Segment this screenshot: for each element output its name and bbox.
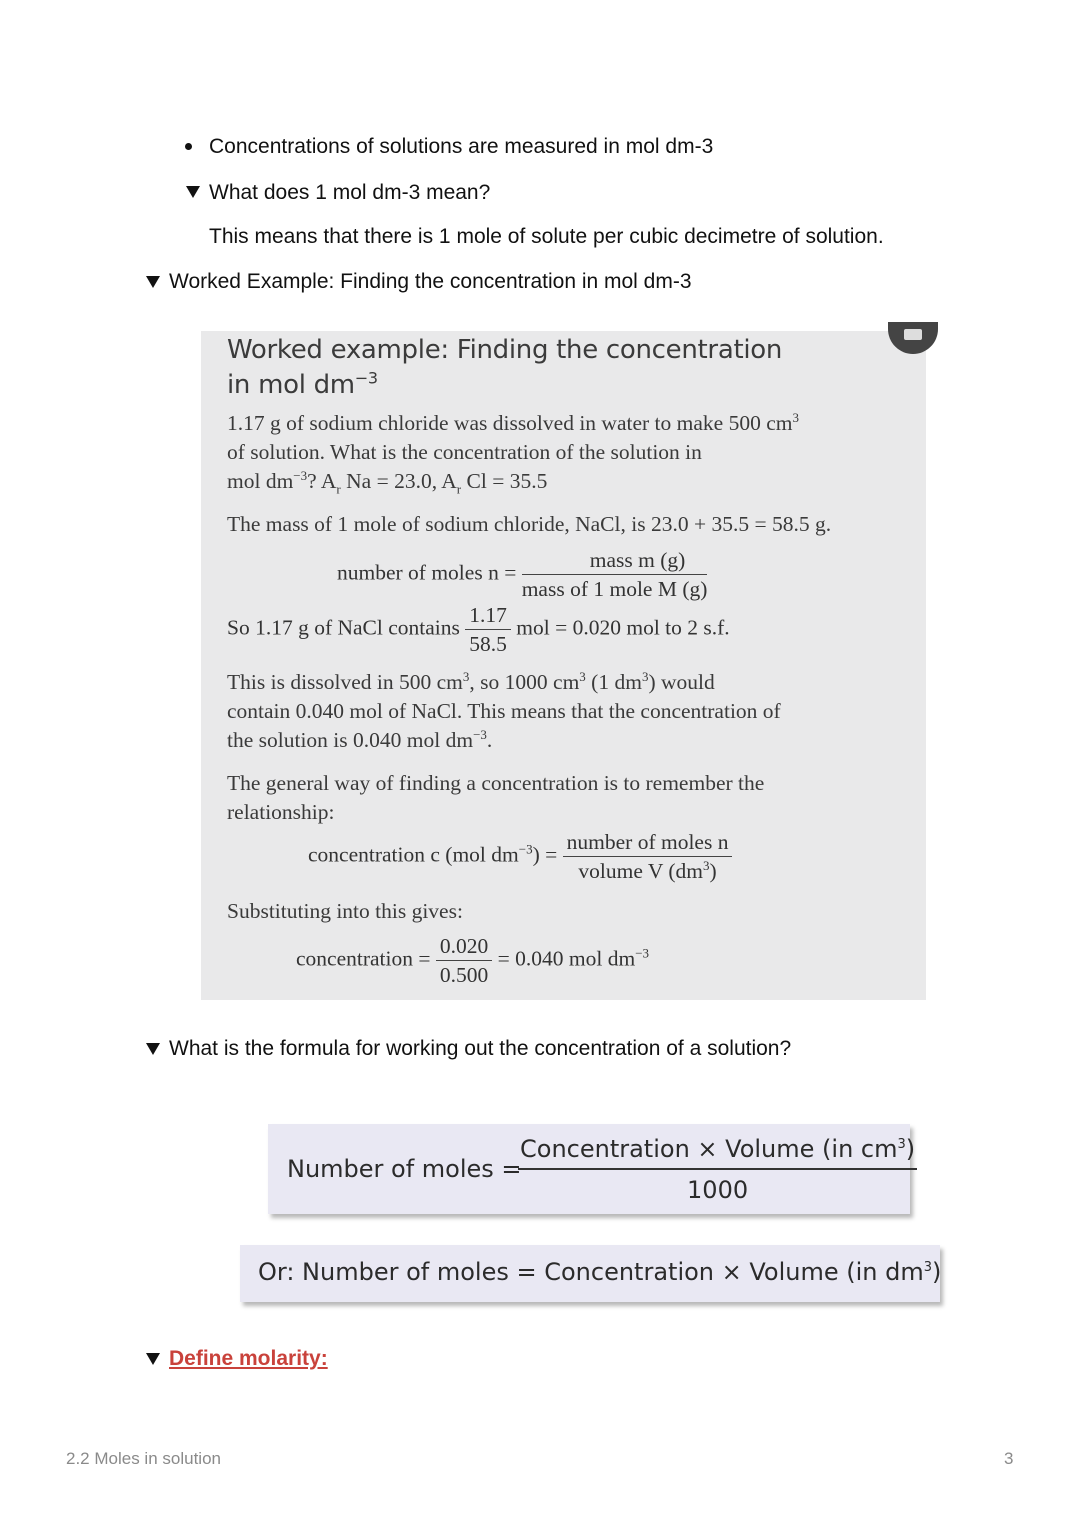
worked-example-title: Worked example: Finding the concentration in mol $dm^{-3}$: [227, 335, 783, 400]
toggle-question-mol-dm3[interactable]: What does 1 mol dm-3 mean?: [209, 181, 491, 204]
toggle-triangle-icon[interactable]: [186, 186, 200, 198]
toggle-triangle-icon[interactable]: [146, 276, 160, 288]
formula-box-cm3: [268, 1124, 916, 1214]
equation-nacl-moles: So 1.17 g of NaCl contains $\frac{1.17}{58.5}$ mol = 0.020 mol to 2 s.f.: [227, 603, 730, 656]
page-number: 3: [1004, 1449, 1014, 1468]
worked-example-question: 1.17 g of sodium chloride was dissolved in water to make 500 $cm^3$ of solution. What is the concentration of the solution in mol $dm^{-3}$? $A_r$ Na = 23.0, $A_r$ Cl = 35.5: [227, 409, 799, 497]
worked-example-substituting: Substituting into this gives:: [227, 899, 463, 923]
worked-example-scaling: This is dissolved in 500 $cm^3$, so 1000 $cm^3$ (1 $dm^3$) would contain 0.040 mol of NaCl. This means that the concentration of the solution is 0.040 mol $dm^{-3}$.: [227, 668, 781, 752]
worked-example-image: [201, 331, 926, 1000]
formula-dm3-text: Or: Number of moles = Concentration × Volume (in $dm^3$): [258, 1258, 942, 1286]
equation-moles: number of moles n = $\frac{\text{mass m (g)}}{\text{mass of 1 mole M (g)}}$: [337, 548, 708, 601]
worked-example-general: The general way of finding a concentration is to remember the relationship:: [227, 771, 765, 824]
worked-example-molar-mass: The mass of 1 mole of sodium chloride, NaCl, is 23.0 + 35.5 = 58.5 g.: [227, 512, 832, 536]
toggle-triangle-icon[interactable]: [146, 1353, 160, 1365]
formula-lhs: Number of moles =: [287, 1155, 522, 1183]
define-molarity-link[interactable]: Define molarity:: [169, 1347, 328, 1370]
footer-title: 2.2 Moles in solution: [66, 1449, 221, 1468]
bullet-text-concentration-units: Concentrations of solutions are measured in mol dm-3: [209, 135, 714, 158]
equation-substituted: concentration = $\frac{0.020}{0.500}$ = 0.040 mol $dm^{-3}$: [296, 934, 650, 987]
toggle-answer-mol-dm3: This means that there is 1 mole of solute per cubic decimetre of solution.: [209, 225, 884, 248]
formula-fraction: $\frac{Concentration \times Volume (in cm^3)}{1000}$: [520, 1135, 916, 1204]
formula-box-dm3: [240, 1245, 940, 1302]
equation-concentration: concentration c (mol $dm^{-3}$) = $\frac{\text{number of moles n}}{volume V (dm^3)}$: [308, 829, 732, 884]
toggle-triangle-icon[interactable]: [146, 1043, 160, 1055]
toggle-worked-example[interactable]: Worked Example: Finding the concentration in mol dm-3: [169, 270, 692, 293]
toggle-formula-question[interactable]: What is the formula for working out the concentration of a solution?: [169, 1037, 792, 1060]
bullet-dot: [185, 143, 192, 150]
